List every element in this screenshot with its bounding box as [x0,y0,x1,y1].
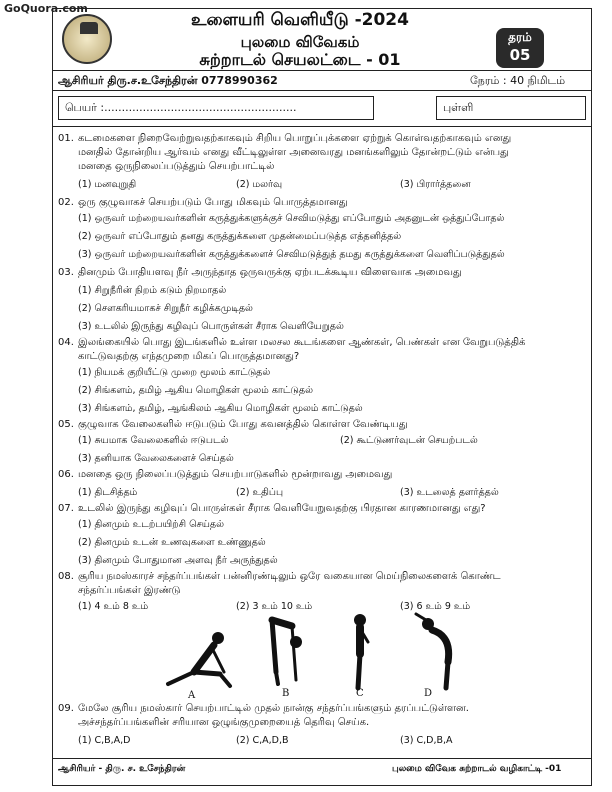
question-text: இலங்கையில் பொது இடங்களில் உள்ள மலசல கூடங்களை ஆண்கள், பெண்கள் என வேறுபடுத்திக் [78,337,526,348]
question-text: மனதை ஒருநிலைப்படுத்தும் செயற்பாட்டில் [78,161,275,172]
option[interactable]: (3) உடலைத் தளர்த்தல் [400,487,499,498]
question-number: 01. [58,133,74,144]
question-text: சந்தர்ப்பங்கள் இரண்டு [78,585,181,596]
question-text: மேலே சூரிய நமஸ்கார் செயற்பாட்டில் முதல் நான்கு சந்தர்ப்பங்களும் தரப்பட்டுள்ளன. [78,703,469,714]
surya-namaskar-figures [60,612,580,704]
option[interactable]: (3) 6 உம் 9 உம் [400,601,471,612]
pose-figure-d [416,614,449,688]
option[interactable]: (3) தனியாக வேலைகளைச் செய்தல் [78,453,234,464]
footer-teacher: ஆசிரியர் - திரு. ச. உசேந்திரன் [58,764,186,774]
figure-label-b: B [282,688,290,699]
marks-field[interactable]: புள்ளி [436,96,586,120]
option[interactable]: (2) கூட்டுணர்வுடன் செயற்படல் [340,435,478,446]
question-number: 06. [58,469,74,480]
option[interactable]: (1) ஒருவர் மற்றையவர்களின் கருத்துக்களுக்குச் செவிமடுத்து எப்போதும் அதனுடன் ஒத்துப்போதல் [78,213,505,224]
option[interactable]: (2) மலர்வு [236,179,283,190]
footer-divider [52,758,592,759]
option[interactable]: (1) சுயமாக வேலைகளில் ஈடுபடல் [78,435,229,446]
grade-value: 05 [509,46,531,64]
option[interactable]: (3) தினமும் போதுமான அளவு நீர் அருந்துதல் [78,555,278,566]
question-number: 02. [58,197,74,208]
subtitle: புலமை விவேகம் [240,33,360,51]
question-number: 04. [58,337,74,348]
question-text: காட்டுவதற்கு எந்தமுறை மிகப் பொருத்தமானது? [78,351,300,362]
option[interactable]: (1) 4 உம் 8 உம் [78,601,149,612]
question-text: உடலில் இருந்து கழிவுப் பொருள்கள் சீராக வெளியேறுவதற்கு பிரதான காரணமானது எது? [78,503,486,514]
question-text: தினமும் போதியளவு நீர் அருந்தாத ஒருவருக்கு ஏற்படக்கூடிய விளைவாக அமைவது [78,267,462,278]
school-logo [62,14,112,64]
question-text: மனதை ஒரு நிலைப்படுத்தும் செயற்பாடுகளில் மூன்றாவது அமைவது [78,469,393,480]
teacher-info: ஆசிரியர் திரு.ச.உசேந்திரன் 0778990362 [58,74,278,87]
option[interactable]: (1) தினமும் உடற்பயிற்சி செய்தல் [78,519,224,530]
option[interactable]: (2) தினமும் உடன் உணவுகளை உண்ணுதல் [78,537,266,548]
footer-guide-title: புலமை விவேக சுற்றாடல் வழிகாட்டி -01 [392,764,562,774]
figure-label-d: D [424,688,433,699]
divider [52,70,592,71]
option[interactable]: (3) உடலில் இருந்து கழிவுப் பொருள்கள் சீராக வெளியேறுதல் [78,321,344,332]
question-number: 03. [58,267,74,278]
question-text: ஒரு குழுவாகச் செயற்படும் போது மிகவும் பொருத்தமானது [78,197,348,208]
graduation-cap-icon [80,22,98,34]
option[interactable]: (1) மனவுறுதி [78,179,137,190]
question-text: குழுவாக வேலைகளில் ஈடுபடும் போது கவனத்தில் கொள்ள வேண்டியது [78,419,408,430]
watermark-text: GoQuora.com [4,2,88,15]
option[interactable]: (2) சௌகரியமாகச் சிறுநீர் கழிக்கமுடிதல் [78,303,253,314]
name-field[interactable]: பெயர் :....................................................... [58,96,374,120]
option[interactable]: (1) சிறுநீரின் நிறம் கடும் நிறமாதல் [78,285,227,296]
option[interactable]: (3) பிரார்த்தனை [400,179,471,190]
grade-badge [496,28,544,68]
option[interactable]: (2) சிங்களம், தமிழ் ஆகிய மொழிகள் மூலம் காட்டுதல் [78,385,313,396]
option[interactable]: (2) உதிப்பு [236,487,284,498]
question-number: 07. [58,503,74,514]
figure-label-a: A [188,690,196,701]
time-allowed: நேரம் : 40 நிமிடம் [470,74,566,87]
grade-label: தரம் [508,30,532,44]
option[interactable]: (1) C,B,A,D [78,735,131,746]
divider [52,126,592,127]
question-number: 08. [58,571,74,582]
option[interactable]: (3) ஒருவர் மற்றையவர்களின் கருத்துக்களைச் செவிமடுத்துத் தமது கருத்துக்களை வெளிப்படுத்துதல் [78,249,505,260]
option[interactable]: (2) 3 உம் 10 உம் [236,601,313,612]
activity-title: சுற்றாடல் செயலட்டை - 01 [199,50,401,69]
question-text: கடமைகளை நிறைவேற்றுவதற்காகவும் சிறிய பொறுப்புக்களை ஏற்றுக் கொள்வதற்காகவும் எனது [78,133,512,144]
pose-figure-b [272,620,302,684]
question-number: 05. [58,419,74,430]
pose-figure-a [168,632,230,686]
question-text: சூரிய நமஸ்காரச் சந்தர்ப்பங்கள் பன்னிரண்டிலும் ஒரே வகையான மெய்நிலைகளைக் கொண்ட [78,571,501,582]
option[interactable]: (1) திடசித்தம் [78,487,138,498]
question-number: 09. [58,703,74,714]
option[interactable]: (1) நியமக் குறியீட்டு முறை மூலம் காட்டுதல் [78,367,271,378]
option[interactable]: (2) ஒருவர் எப்போதும் தனது கருத்துக்களை முதன்மைப்படுத்த எத்தனித்தல் [78,231,402,242]
figure-label-c: C [356,688,364,699]
option[interactable]: (3) சிங்களம், தமிழ், ஆங்கிலம் ஆகிய மொழிகள் மூலம் காட்டுதல் [78,403,363,414]
option[interactable]: (2) C,A,D,B [236,735,289,746]
question-text: மனதில் தோன்றிய ஆர்வம் எனது வீட்டிலுள்ள அனைவரது மனங்களிலும் தோன்றட்டும் என்பது [78,147,509,158]
divider [52,90,592,91]
publication-title: உளையரி வெளியீடு -2024 [191,10,409,30]
option[interactable]: (3) C,D,B,A [400,735,453,746]
question-text: அச்சந்தர்ப்பங்களின் சரியான ஒழுங்குமுறையைத் தெரிவு செய்க. [78,717,370,728]
pose-figure-c [354,614,368,688]
